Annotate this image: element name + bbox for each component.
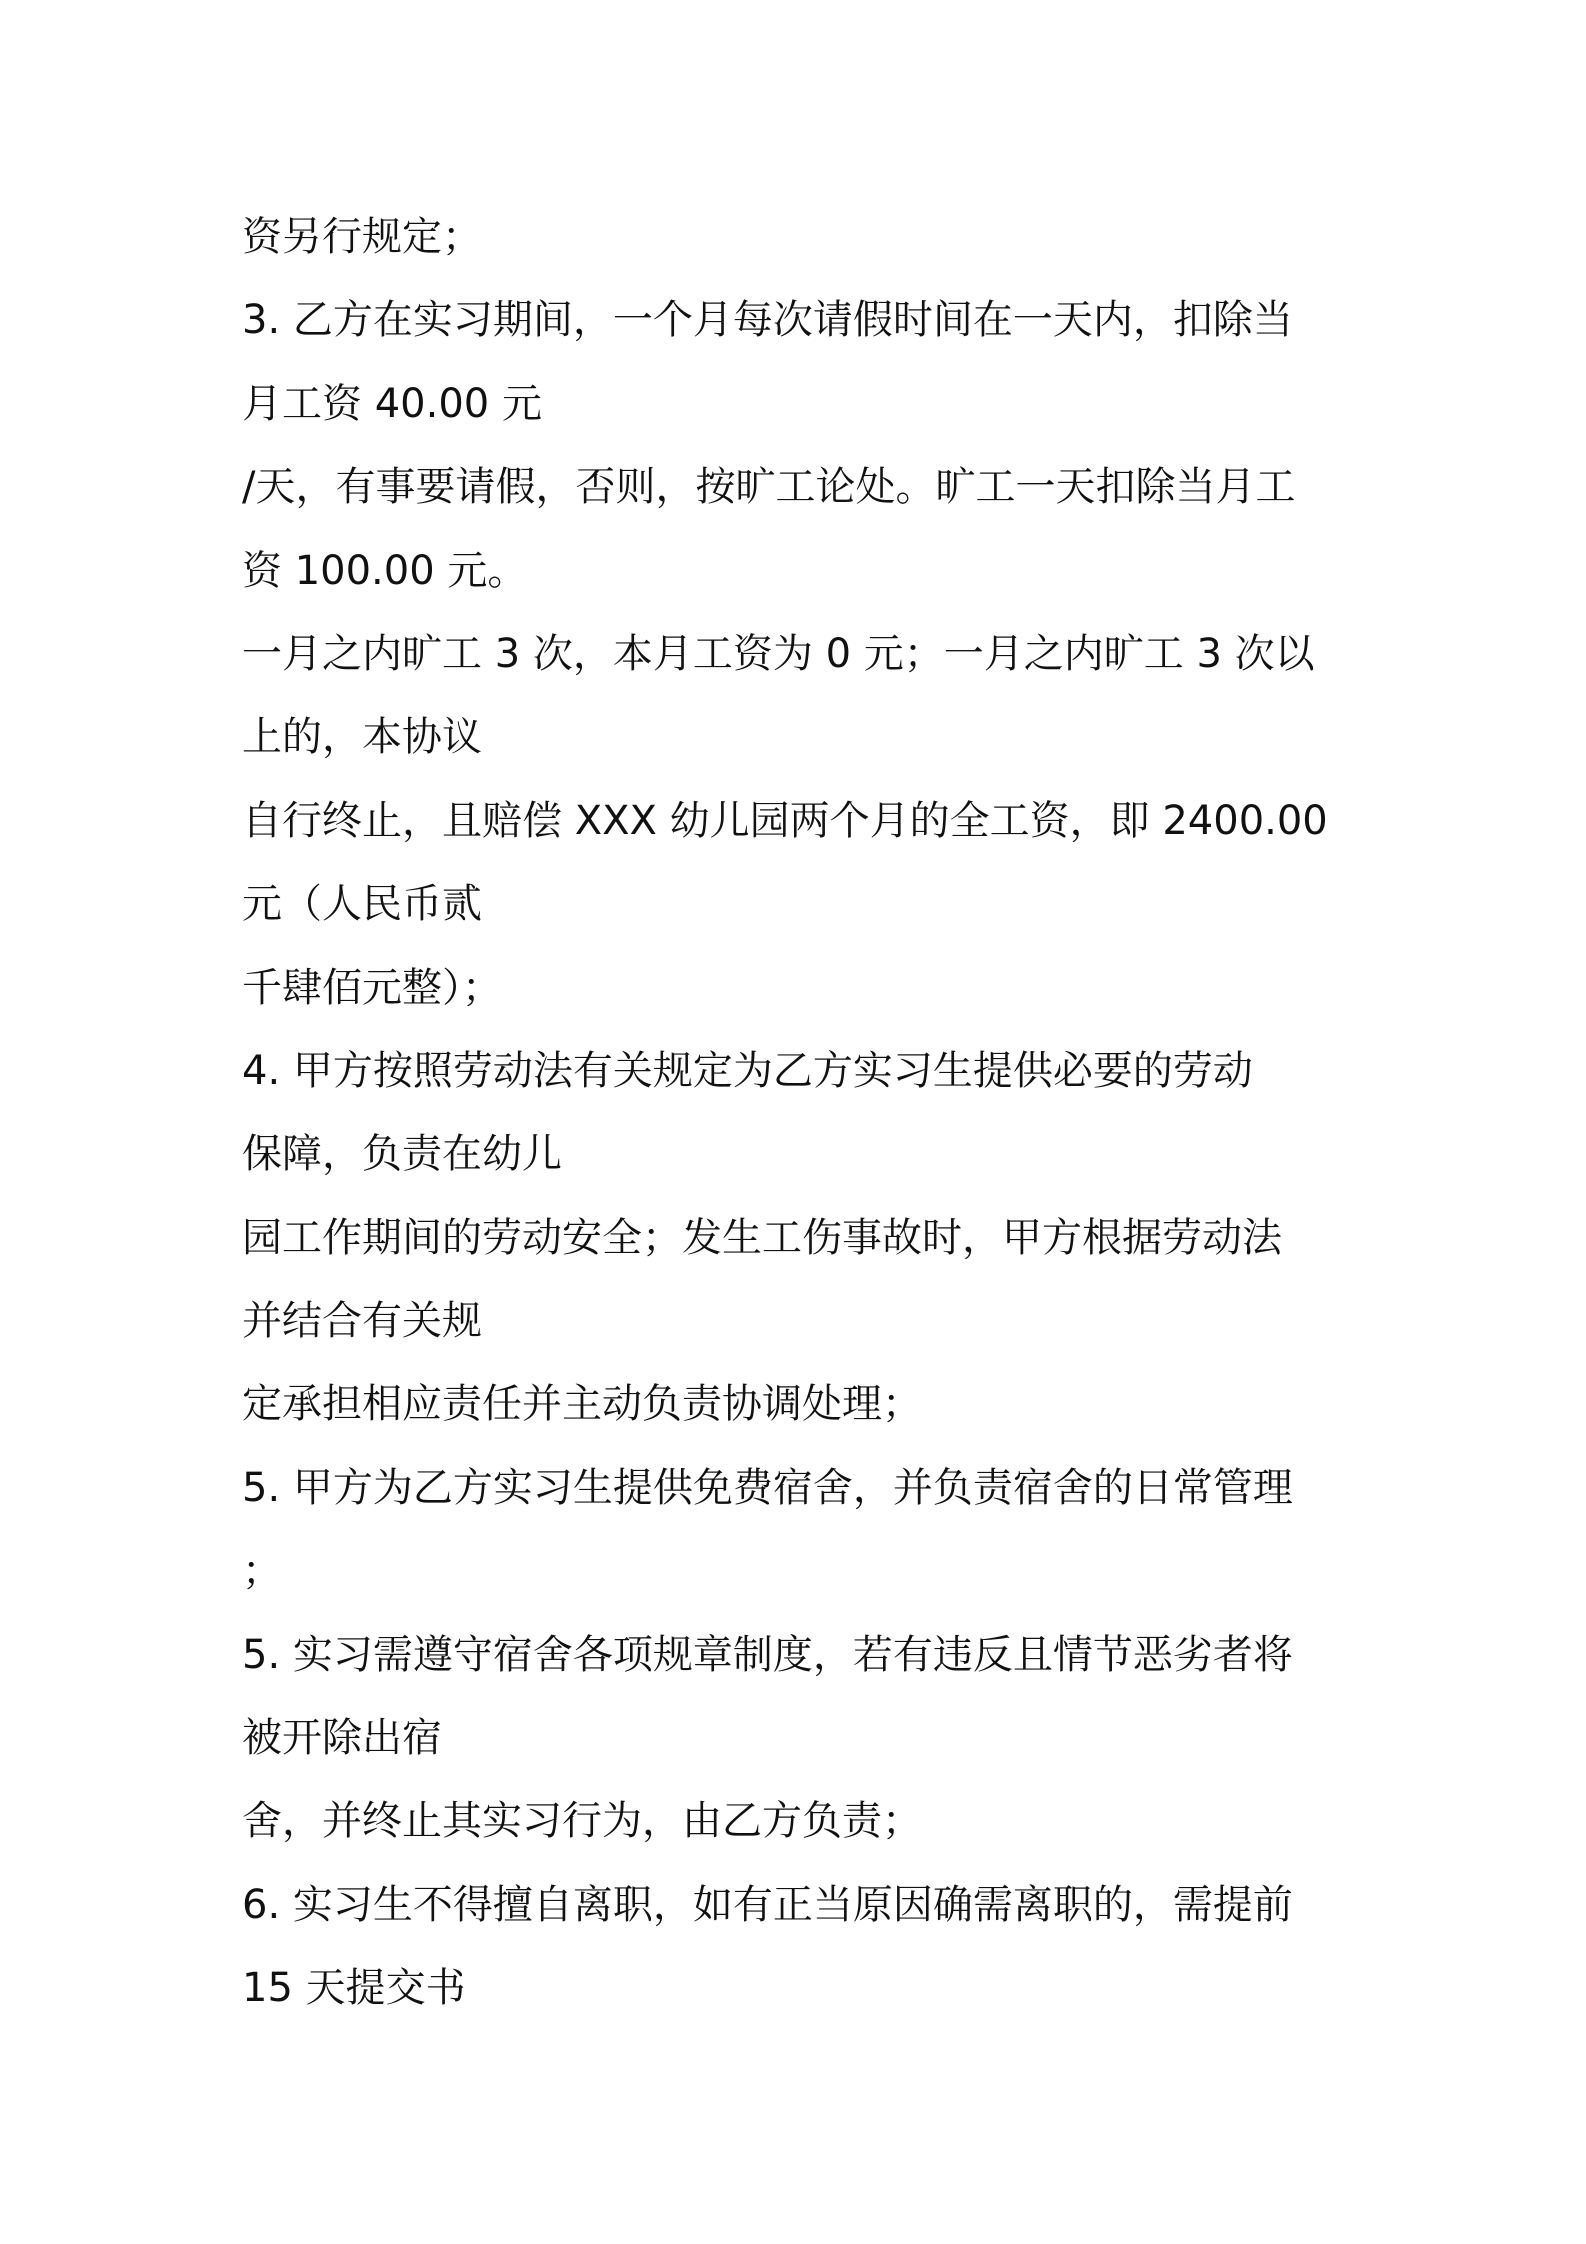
text-line: 保障，负责在幼儿 (242, 1131, 562, 1178)
text-line: 上的，本协议 (242, 714, 482, 761)
text-line: 千肆佰元整）； (242, 964, 502, 1011)
text-line: 5. 实习需遵守宿舍各项规章制度，若有违反且情节恶劣者将 (242, 1631, 1293, 1678)
text-line: 6. 实习生不得擅自离职，如有正当原因确需离职的，需提前 (242, 1881, 1293, 1928)
text-line: 舍，并终止其实习行为，由乙方负责； (242, 1798, 922, 1845)
text-line: 15 天提交书 (242, 1965, 466, 2012)
text-line: 资 100.00 元。 (242, 547, 528, 594)
text-line: 园工作期间的劳动安全；发生工伤事故时，甲方根据劳动法 (242, 1214, 1282, 1261)
text-line: 3. 乙方在实习期间，一个月每次请假时间在一天内，扣除当 (242, 297, 1293, 344)
text-line: 定承担相应责任并主动负责协调处理； (242, 1381, 922, 1428)
text-line: 自行终止，且赔偿 XXX 幼儿园两个月的全工资，即 2400.00 (242, 797, 1328, 844)
text-line: 并结合有关规 (242, 1298, 482, 1345)
agreement-text (242, 196, 1352, 2031)
text-line: ； (242, 1548, 282, 1595)
text-line: 被开除出宿 (242, 1715, 442, 1762)
text-line: 元（人民币贰 (242, 881, 482, 928)
text-line: 资另行规定； (242, 214, 482, 260)
text-line: /天，有事要请假，否则，按旷工论处。旷工一天扣除当月工 (242, 464, 1296, 511)
text-line: 4. 甲方按照劳动法有关规定为乙方实习生提供必要的劳动 (242, 1047, 1253, 1094)
text-line: 一月之内旷工 3 次，本月工资为 0 元；一月之内旷工 3 次以 (242, 630, 1315, 677)
text-line: 5. 甲方为乙方实习生提供免费宿舍，并负责宿舍的日常管理 (242, 1464, 1293, 1511)
text-line: 月工资 40.00 元 (242, 380, 542, 427)
